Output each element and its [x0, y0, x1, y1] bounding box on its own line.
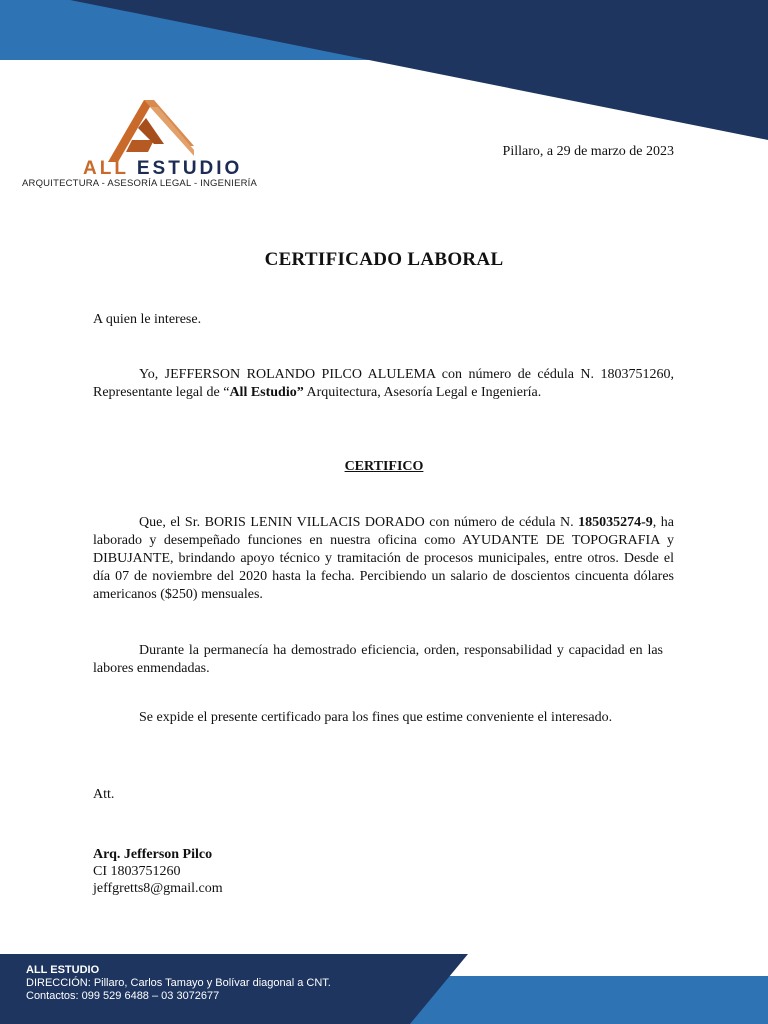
brand-name — [83, 158, 242, 180]
brand-accent: ALL — [83, 158, 129, 179]
salutation: A quien le interese. — [93, 312, 202, 327]
signature-block — [93, 846, 223, 897]
footer-contacts: Contactos: 099 529 6488 – 03 3072677 — [26, 990, 220, 1002]
paragraph-representative: Yo, JEFFERSON ROLANDO PILCO ALULEMA con número de cédula N. 1803751260, Representante legal de “All Estudio” Arquitectura, Asesoría Legal e Ingeniería. — [93, 367, 674, 400]
footer-contact — [26, 964, 331, 1003]
brand-main: ESTUDIO — [136, 158, 243, 179]
company-tagline: ARQUITECTURA - ASESORÍA LEGAL - INGENIERÍA — [22, 178, 258, 189]
document-title: CERTIFICADO LABORAL — [264, 249, 504, 270]
roof-triangle-icon — [108, 100, 194, 164]
footer-address: DIRECCIÓN: Pillaro, Carlos Tamayo y Bolívar diagonal a CNT. — [26, 977, 331, 989]
paragraph-purpose: Se expide el presente certificado para los fines que estime conveniente el interesado. — [139, 710, 613, 725]
letter-date: Pillaro, a 29 de marzo de 2023 — [502, 144, 674, 159]
signer-email: jeffgretts8@gmail.com — [93, 881, 223, 896]
signer-id: CI 1803751260 — [93, 864, 181, 879]
footer-title: ALL ESTUDIO — [26, 964, 100, 976]
paragraph-performance: Durante la permanecía ha demostrado eficiencia, orden, responsabilidad y capacidad en las labores enmendadas. — [93, 643, 663, 676]
company-logo — [20, 100, 280, 195]
closing: Att. — [93, 787, 115, 802]
paragraph-employee: Que, el Sr. BORIS LENIN VILLACIS DORADO con número de cédula N. 185035274-9, ha laborado y desempeñado funciones en nuestra oficina como AYUDANTE DE TOPOGRAFIA y DIBUJANTE, brindando apoyo técnico y tramitación de procesos municipales, entre otros. Desde el día 07 de noviembre del 2020 hasta la fecha. Percibiendo un salario de doscientos cincuenta dólares americanos ($250) mensuales. — [93, 515, 674, 602]
signer-name: Arq. Jefferson Pilco — [93, 847, 213, 862]
certifico-heading: CERTIFICO — [344, 459, 424, 474]
